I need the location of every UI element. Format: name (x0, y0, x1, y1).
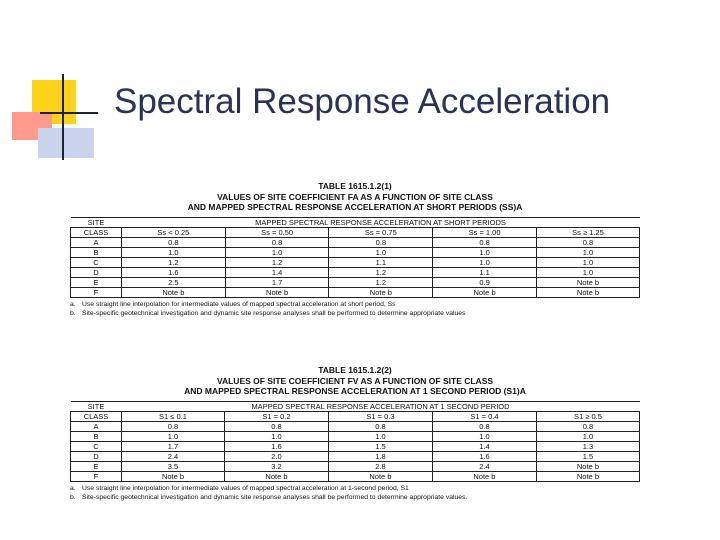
table-caption-line: AND MAPPED SPECTRAL RESPONSE ACCELERATION AT SHORT PERIODS (SS)A (187, 202, 523, 212)
value-cell: 1.0 (536, 267, 639, 277)
value-cell: 0.8 (536, 237, 639, 247)
value-cell: 2.4 (432, 461, 536, 471)
table-caption-line: AND MAPPED SPECTRAL RESPONSE ACCELERATION AT 1 SECOND PERIOD (S1)A (184, 386, 526, 396)
value-cell: Note b (122, 287, 226, 297)
table-row (71, 247, 640, 257)
column-header: Ss = 0.75 (329, 227, 433, 237)
table-row (71, 237, 640, 247)
table-caption-line: VALUES OF SITE COEFFICIENT FA AS A FUNCTION OF SITE CLASS (217, 191, 493, 202)
value-cell: 0.8 (536, 421, 639, 431)
table-caption-line: VALUES OF SITE COEFFICIENT FV AS A FUNCTION OF SITE CLASS (216, 375, 494, 386)
value-cell: 1.0 (536, 247, 639, 257)
value-cell: Note b (433, 287, 537, 297)
value-cell: 1.0 (432, 431, 536, 441)
value-cell: 0.8 (122, 421, 225, 431)
value-cell: Note b (225, 471, 329, 481)
value-cell: 1.1 (433, 267, 537, 277)
site-class-cell: F (71, 287, 122, 297)
column-header: Ss = 1.00 (433, 227, 537, 237)
class-header: CLASS (71, 227, 122, 237)
value-cell: 0.9 (433, 277, 537, 287)
value-cell: Note b (329, 287, 433, 297)
value-cell: 0.8 (433, 237, 537, 247)
footnote-mark: a. (70, 300, 76, 308)
value-cell: Note b (328, 471, 432, 481)
site-class-cell: C (71, 257, 122, 267)
value-cell: 1.6 (122, 267, 226, 277)
table-row (71, 431, 640, 441)
value-cell: 1.4 (225, 267, 329, 277)
value-cell: 1.6 (432, 451, 536, 461)
footnote-mark: b. (70, 493, 76, 501)
table-caption-number: TABLE 1615.1.2(1) (318, 181, 392, 191)
column-header: S1 = 0.3 (328, 411, 432, 421)
value-cell: Note b (536, 461, 639, 471)
deco-vertical-line (62, 74, 64, 160)
class-header: CLASS (71, 411, 122, 421)
table-row (71, 257, 640, 267)
value-cell: 1.3 (536, 441, 639, 451)
site-coefficient-table-fa (70, 181, 640, 318)
value-cell: 1.1 (329, 257, 433, 267)
column-header: Ss ≥ 1.25 (536, 227, 639, 237)
footnote (70, 493, 640, 502)
table-footnotes (70, 300, 640, 318)
column-header: Ss < 0.25 (122, 227, 226, 237)
table-row (71, 421, 640, 431)
site-header: SITE (71, 401, 122, 411)
value-cell: 1.0 (122, 431, 225, 441)
column-header: S1 = 0.4 (432, 411, 536, 421)
footnote (70, 300, 640, 309)
value-cell: 2.8 (328, 461, 432, 471)
value-cell: 1.4 (432, 441, 536, 451)
value-cell: 1.0 (433, 257, 537, 267)
footnote-text: Site-specific geotechnical investigation and dynamic site response analyses shall be performed to determine appropriate values (82, 309, 466, 317)
value-cell: 1.0 (328, 431, 432, 441)
value-cell: 1.0 (536, 431, 639, 441)
value-cell: 1.2 (122, 257, 226, 267)
value-cell: 0.8 (329, 237, 433, 247)
value-cell: 1.0 (225, 247, 329, 257)
table-caption-number: TABLE 1615.1.2(2) (318, 365, 392, 375)
value-cell: 3.5 (122, 461, 225, 471)
site-class-cell: E (71, 277, 122, 287)
value-cell: 0.8 (328, 421, 432, 431)
value-cell: 1.7 (225, 277, 329, 287)
value-cell: Note b (225, 287, 329, 297)
column-header: Ss = 0.50 (225, 227, 329, 237)
footnote-mark: a. (70, 484, 76, 492)
value-cell: 2.4 (122, 451, 225, 461)
value-cell: 1.6 (225, 441, 329, 451)
footnote (70, 309, 640, 318)
deco-blue-square (38, 128, 94, 158)
coefficient-grid (70, 217, 640, 298)
value-cell: 2.5 (122, 277, 226, 287)
value-cell: Note b (536, 277, 639, 287)
value-cell: 1.0 (536, 257, 639, 267)
value-cell: 1.7 (122, 441, 225, 451)
site-coefficient-table-fv (70, 365, 640, 502)
footnote-text: Site-specific geotechnical investigation and dynamic site response analyses shall be performed to determine appropriate values. (82, 493, 468, 501)
column-header: S1 ≥ 0.5 (536, 411, 639, 421)
value-cell: Note b (122, 471, 225, 481)
site-header: SITE (71, 217, 122, 227)
column-header: S1 ≤ 0.1 (122, 411, 225, 421)
value-cell: 1.8 (328, 451, 432, 461)
value-cell: 0.8 (225, 237, 329, 247)
table-row (71, 287, 640, 297)
table-row (71, 277, 640, 287)
site-class-cell: D (71, 451, 122, 461)
table-row (71, 451, 640, 461)
group-header: MAPPED SPECTRAL RESPONSE ACCELERATION AT SHORT PERIODS (122, 217, 640, 227)
slide-title: Spectral Response Acceleration (114, 82, 611, 121)
site-class-cell: B (71, 247, 122, 257)
site-class-cell: A (71, 421, 122, 431)
deco-horizontal-line (40, 112, 98, 114)
value-cell: 1.2 (329, 267, 433, 277)
value-cell: 1.2 (225, 257, 329, 267)
table-row (71, 441, 640, 451)
value-cell: 1.0 (122, 247, 226, 257)
table-footnotes (70, 484, 640, 502)
coefficient-grid (70, 401, 640, 482)
footnote (70, 484, 640, 493)
group-header: MAPPED SPECTRAL RESPONSE ACCELERATION AT 1 SECOND PERIOD (122, 401, 640, 411)
site-class-cell: F (71, 471, 122, 481)
value-cell: Note b (536, 287, 639, 297)
footnote-mark: b. (70, 309, 76, 317)
site-class-cell: C (71, 441, 122, 451)
value-cell: 1.5 (536, 451, 639, 461)
value-cell: 0.8 (432, 421, 536, 431)
value-cell: 0.8 (225, 421, 329, 431)
site-class-cell: A (71, 237, 122, 247)
value-cell: 1.5 (328, 441, 432, 451)
site-class-cell: E (71, 461, 122, 471)
footnote-text: Use straight line interpolation for intermediate values of mapped spectral acceleration at short period, Ss (82, 300, 396, 308)
table-row (71, 471, 640, 481)
value-cell: 1.0 (329, 247, 433, 257)
value-cell: Note b (536, 471, 639, 481)
value-cell: Note b (432, 471, 536, 481)
value-cell: 1.2 (329, 277, 433, 287)
value-cell: 2.0 (225, 451, 329, 461)
value-cell: 1.0 (433, 247, 537, 257)
table-row (71, 267, 640, 277)
value-cell: 0.8 (122, 237, 226, 247)
table-row (71, 461, 640, 471)
value-cell: 3.2 (225, 461, 329, 471)
value-cell: 1.0 (225, 431, 329, 441)
column-header: S1 = 0.2 (225, 411, 329, 421)
footnote-text: Use straight line interpolation for intermediate values of mapped spectral acceleration at 1-second period, S1 (82, 484, 409, 492)
site-class-cell: B (71, 431, 122, 441)
site-class-cell: D (71, 267, 122, 277)
